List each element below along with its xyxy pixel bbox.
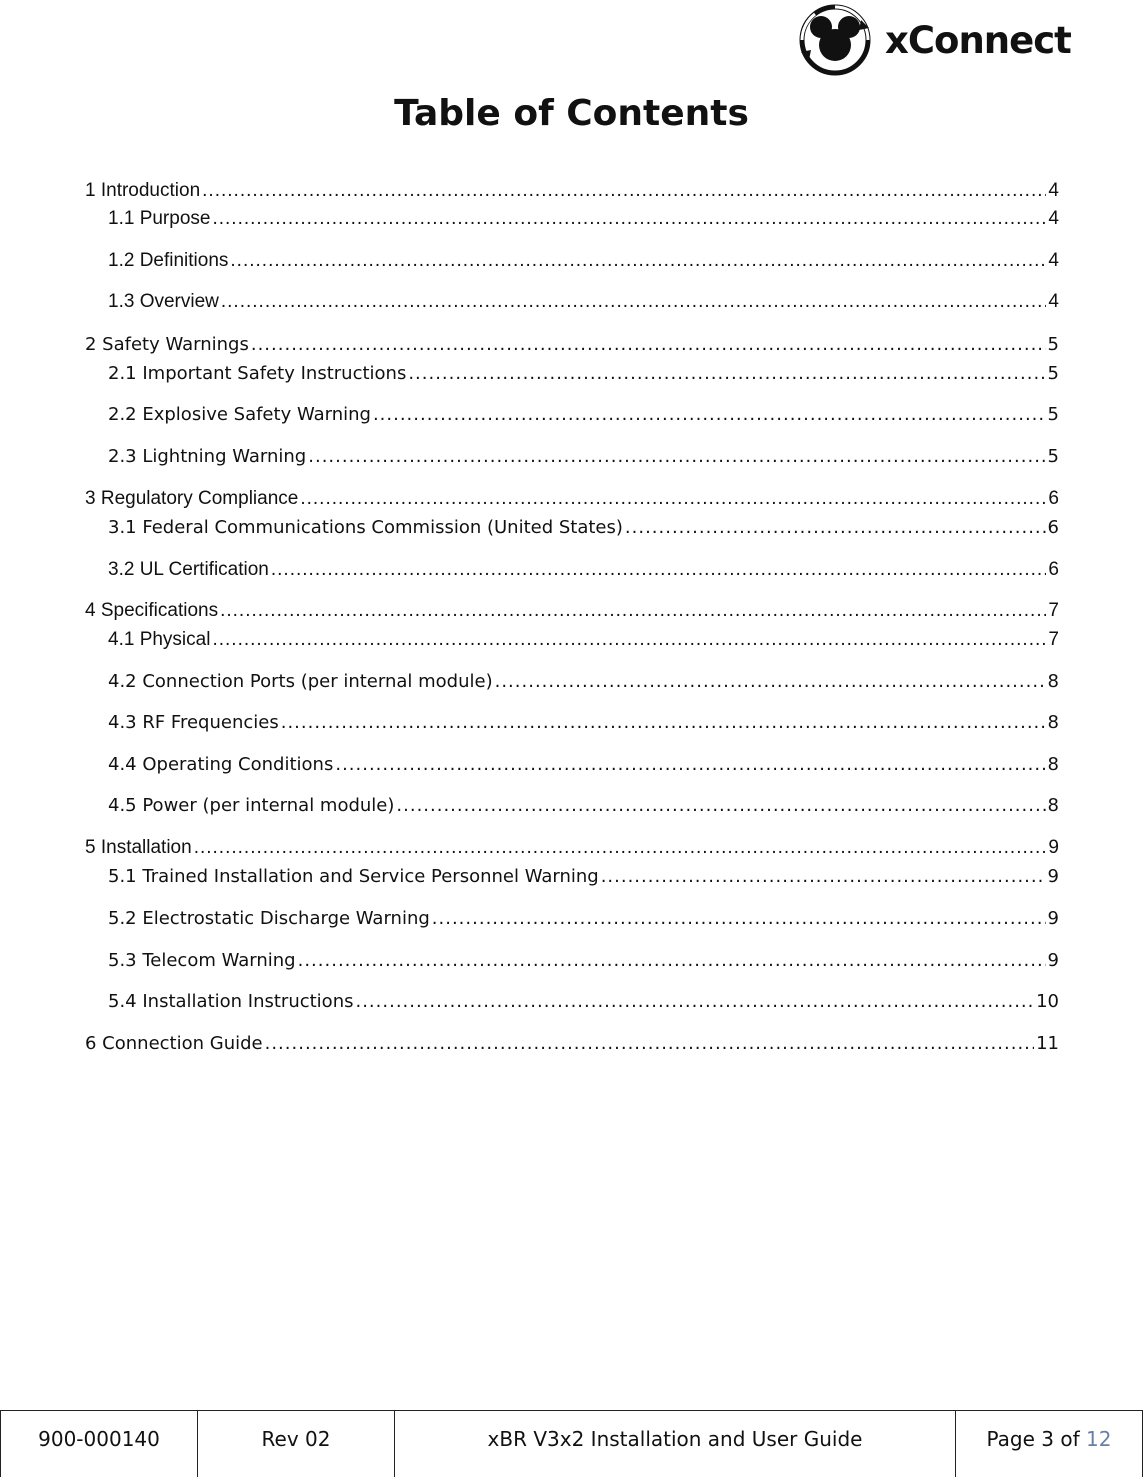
toc-entry-3-2[interactable] — [108, 559, 1059, 581]
toc-leader-dots — [408, 363, 1045, 385]
toc-leader-dots — [212, 208, 1046, 230]
toc-entry-page: 9 — [1047, 908, 1059, 929]
toc-entry-5-1[interactable] — [108, 866, 1059, 888]
toc-entry-1-2[interactable] — [108, 250, 1059, 272]
toc-leader-dots — [308, 446, 1045, 468]
toc-entry-label: 1.1 Purpose — [108, 208, 211, 229]
toc-entry-page: 8 — [1047, 795, 1059, 816]
toc-entry-5-3[interactable] — [108, 950, 1059, 972]
toc-leader-dots — [300, 488, 1046, 510]
toc-entry-page: 8 — [1047, 754, 1059, 775]
toc-leader-dots — [212, 629, 1046, 651]
toc-entry-6[interactable] — [85, 1033, 1059, 1055]
toc-leader-dots — [220, 600, 1046, 622]
toc-entry-label: 2.2 Explosive Safety Warning — [108, 404, 371, 425]
toc-leader-dots — [271, 559, 1047, 581]
toc-entry-page: 4 — [1048, 208, 1059, 229]
toc-leader-dots — [355, 991, 1034, 1013]
toc-entry-label: 4 Specifications — [85, 600, 219, 621]
toc-entry-3-1[interactable] — [108, 517, 1059, 539]
toc-entry-page: 5 — [1047, 363, 1059, 384]
toc-entry-2-1[interactable] — [108, 363, 1059, 385]
toc-entry-page: 8 — [1047, 712, 1059, 733]
toc-entry-4-4[interactable] — [108, 754, 1059, 776]
toc-entry-2-2[interactable] — [108, 404, 1059, 426]
toc-entry-4[interactable] — [85, 600, 1059, 622]
toc-entry-label: 1.3 Overview — [108, 291, 219, 312]
footer-page-number — [955, 1411, 1143, 1477]
toc-leader-dots — [495, 671, 1046, 693]
toc-leader-dots — [432, 908, 1046, 930]
toc-entry-page: 5 — [1047, 446, 1059, 467]
toc-entry-label: 1 Introduction — [85, 180, 201, 201]
toc-entry-4-2[interactable] — [108, 671, 1059, 693]
toc-entry-label: 4.2 Connection Ports (per internal module) — [108, 671, 493, 692]
toc-leader-dots — [625, 517, 1046, 539]
toc-entry-3[interactable] — [85, 488, 1059, 510]
toc-entry-page: 9 — [1048, 837, 1059, 858]
toc-entry-label: 5.2 Electrostatic Discharge Warning — [108, 908, 430, 929]
toc-entry-label: 4.5 Power (per internal module) — [108, 795, 395, 816]
toc-entry-page: 6 — [1048, 559, 1059, 580]
toc-leader-dots — [202, 180, 1046, 202]
toc-entry-label: 4.4 Operating Conditions — [108, 754, 334, 775]
toc-entry-2[interactable] — [85, 334, 1059, 356]
toc-entry-5-4[interactable] — [108, 991, 1059, 1013]
toc-entry-1-3[interactable] — [108, 291, 1059, 313]
toc-entry-label: 5 Installation — [85, 837, 192, 858]
toc-leader-dots — [221, 291, 1047, 313]
toc-entry-page: 5 — [1047, 334, 1059, 355]
toc-entry-page: 7 — [1048, 600, 1059, 621]
toc-entry-page: 9 — [1047, 866, 1059, 887]
toc-leader-dots — [281, 712, 1046, 734]
toc-leader-dots — [396, 795, 1045, 817]
toc-entry-label: 2 Safety Warnings — [85, 334, 249, 355]
toc-entry-4-5[interactable] — [108, 795, 1059, 817]
toc-entry-label: 5.3 Telecom Warning — [108, 950, 296, 971]
toc-entry-label: 3.2 UL Certification — [108, 559, 269, 580]
toc-entry-page: 10 — [1036, 991, 1059, 1012]
toc-entry-page: 4 — [1048, 250, 1059, 271]
toc-leader-dots — [335, 754, 1045, 776]
toc-leader-dots — [601, 866, 1046, 888]
toc-entry-page: 4 — [1048, 180, 1059, 201]
toc-entry-label: 5.1 Trained Installation and Service Personnel Warning — [108, 866, 599, 887]
toc-entry-2-3[interactable] — [108, 446, 1059, 468]
toc-entry-page: 6 — [1048, 488, 1059, 509]
logo-text: xConnect — [885, 18, 1071, 62]
toc-entry-label: 3.1 Federal Communications Commission (United States) — [108, 517, 623, 538]
toc-entry-page: 5 — [1047, 404, 1059, 425]
footer-doc-title: xBR V3x2 Installation and User Guide — [394, 1411, 955, 1477]
toc-entry-label: 4.3 RF Frequencies — [108, 712, 279, 733]
toc-entry-4-1[interactable] — [108, 629, 1059, 651]
toc-entry-page: 6 — [1047, 517, 1059, 538]
toc-entry-1-1[interactable] — [108, 208, 1059, 230]
toc-leader-dots — [265, 1033, 1034, 1055]
toc-entry-label: 1.2 Definitions — [108, 250, 229, 271]
page-footer — [0, 1410, 1143, 1476]
toc-leader-dots — [251, 334, 1046, 356]
toc-entry-label: 3 Regulatory Compliance — [85, 488, 299, 509]
toc-leader-dots — [298, 950, 1046, 972]
footer-page-prefix: Page 3 of — [986, 1427, 1080, 1451]
toc-entry-label: 4.1 Physical — [108, 629, 211, 650]
toc-leader-dots — [194, 837, 1047, 859]
footer-page-total: 12 — [1086, 1427, 1112, 1451]
toc-entry-page: 11 — [1036, 1033, 1059, 1054]
toc-entry-page: 4 — [1048, 291, 1059, 312]
toc-entry-4-3[interactable] — [108, 712, 1059, 734]
toc-entry-label: 2.1 Important Safety Instructions — [108, 363, 407, 384]
toc-entry-page: 7 — [1048, 629, 1059, 650]
toc-entry-1[interactable] — [85, 180, 1059, 202]
footer-revision: Rev 02 — [197, 1411, 394, 1477]
toc-entry-label: 2.3 Lightning Warning — [108, 446, 307, 467]
toc-entry-page: 8 — [1047, 671, 1059, 692]
toc-leader-dots — [373, 404, 1046, 426]
toc-entry-label: 6 Connection Guide — [85, 1033, 263, 1054]
toc-entry-5-2[interactable] — [108, 908, 1059, 930]
toc-leader-dots — [230, 250, 1046, 272]
page-title: Table of Contents — [394, 93, 749, 134]
toc-entry-label: 5.4 Installation Instructions — [108, 991, 354, 1012]
toc-entry-page: 9 — [1047, 950, 1059, 971]
footer-doc-number: 900-000140 — [0, 1411, 197, 1477]
toc-entry-5[interactable] — [85, 837, 1059, 859]
